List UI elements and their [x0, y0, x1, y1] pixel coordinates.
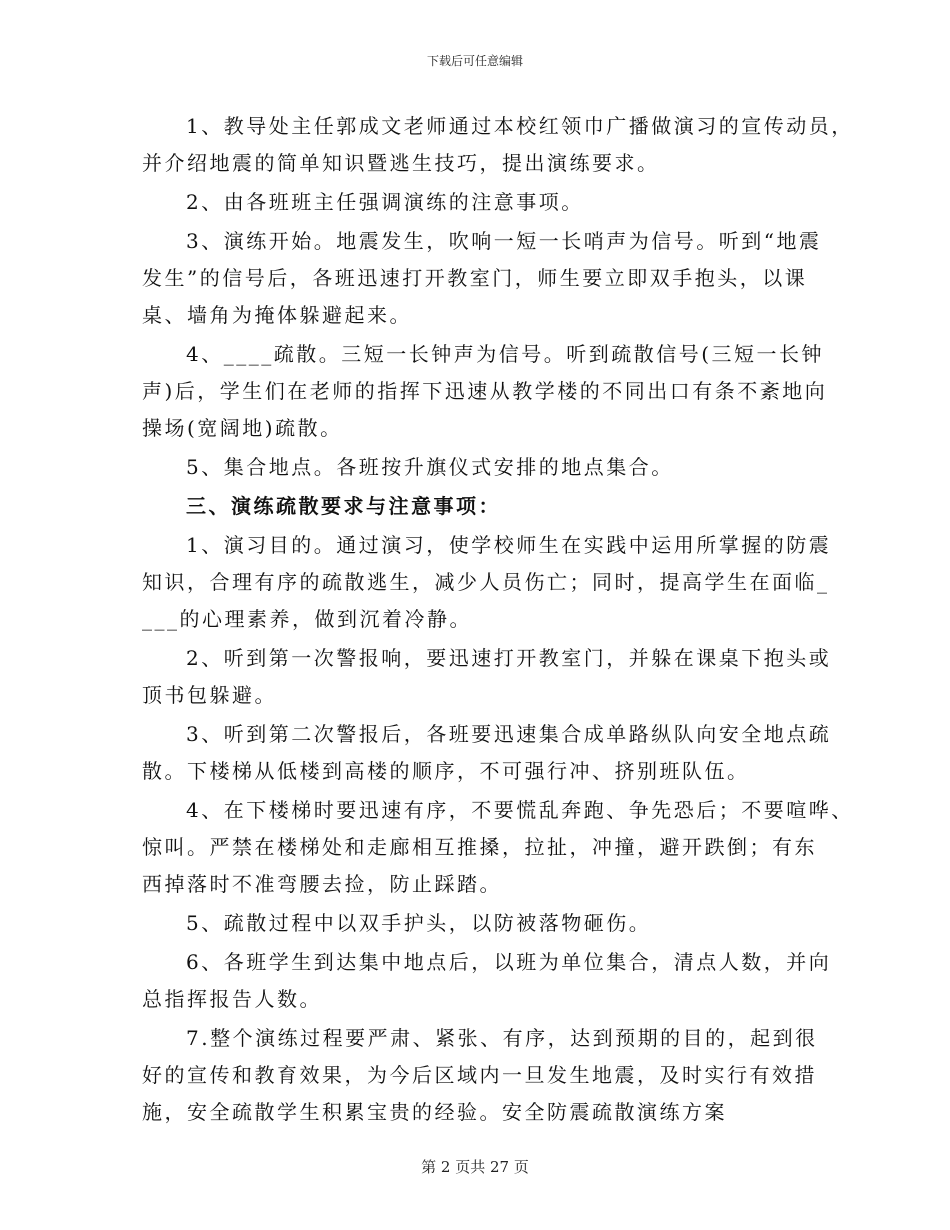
- text-line: 4、在下楼梯时要迅速有序，不要慌乱奔跑、争先恐后；不要喧哗、: [186, 798, 854, 822]
- text-line: 7.整个演练过程要严肃、紧张、有序，达到预期的目的，起到很: [186, 1026, 818, 1050]
- text-line: 顶书包躲避。: [142, 683, 277, 707]
- text-line: 6、各班学生到达集中地点后，以班为单位集合，清点人数，并向: [186, 950, 832, 974]
- text-line: 散。下楼梯从低楼到高楼的顺序，不可强行冲、挤别班队伍。: [142, 759, 750, 783]
- text-line: 总指挥报告人数。: [142, 987, 322, 1011]
- text-line: 5、集合地点。各班按升旗仪式安排的地点集合。: [186, 455, 674, 479]
- text-line: 施，安全疏散学生积累宝贵的经验。安全防震疏散演练方案: [142, 1100, 727, 1124]
- section-heading: 三、演练疏散要求与注意事项：: [186, 494, 501, 518]
- text-line: 好的宣传和教育效果，为今后区域内一旦发生地震，及时实行有效措: [142, 1063, 817, 1087]
- text-line: 2、由各班班主任强调演练的注意事项。: [186, 190, 584, 214]
- page-footer: 第 2 页共 27 页: [421, 1158, 529, 1176]
- text-line: 声)后，学生们在老师的指挥下迅速从教学楼的不同出口有条不紊地向: [142, 379, 828, 403]
- text-line: 2、听到第一次警报响，要迅速打开教室门，并躲在课桌下抱头或: [186, 646, 832, 670]
- page-header: 下载后可任意编辑: [426, 54, 523, 68]
- text-line: 并介绍地震的简单知识暨逃生技巧，提出演练要求。: [142, 151, 660, 175]
- text-line: 惊叫。严禁在楼梯处和走廊相互推搡，拉扯，冲撞，避开跌倒；有东: [142, 835, 817, 859]
- text-line: ___的心理素养，做到沉着冷静。: [142, 607, 472, 631]
- text-line: 西掉落时不准弯腰去捡，防止踩踏。: [142, 872, 502, 896]
- text-line: 3、演练开始。地震发生，吹响一短一长哨声为信号。听到“地震: [186, 229, 822, 253]
- document-body: [142, 108, 854, 1131]
- text-line: 5、疏散过程中以双手护头，以防被落物砸伤。: [186, 911, 652, 935]
- text-line: 操场(宽阔地)疏散。: [142, 416, 343, 440]
- text-line: 知识，合理有序的疏散逃生，减少人员伤亡；同时，提高学生在面临_: [142, 570, 830, 594]
- text-line: 桌、墙角为掩体躲避起来。: [142, 303, 412, 327]
- text-line: 1、演习目的。通过演习，使学校师生在实践中运用所掌握的防震: [186, 533, 832, 557]
- text-line: 1、教导处主任郭成文老师通过本校红领巾广播做演习的宣传动员，: [186, 114, 854, 138]
- text-line: 4、____疏散。三短一长钟声为信号。听到疏散信号(三短一长钟: [186, 342, 825, 366]
- text-line: 发生”的信号后，各班迅速打开教室门，师生要立即双手抱头，以课: [142, 266, 808, 290]
- text-line: 3、听到第二次警报后，各班要迅速集合成单路纵队向安全地点疏: [186, 722, 832, 746]
